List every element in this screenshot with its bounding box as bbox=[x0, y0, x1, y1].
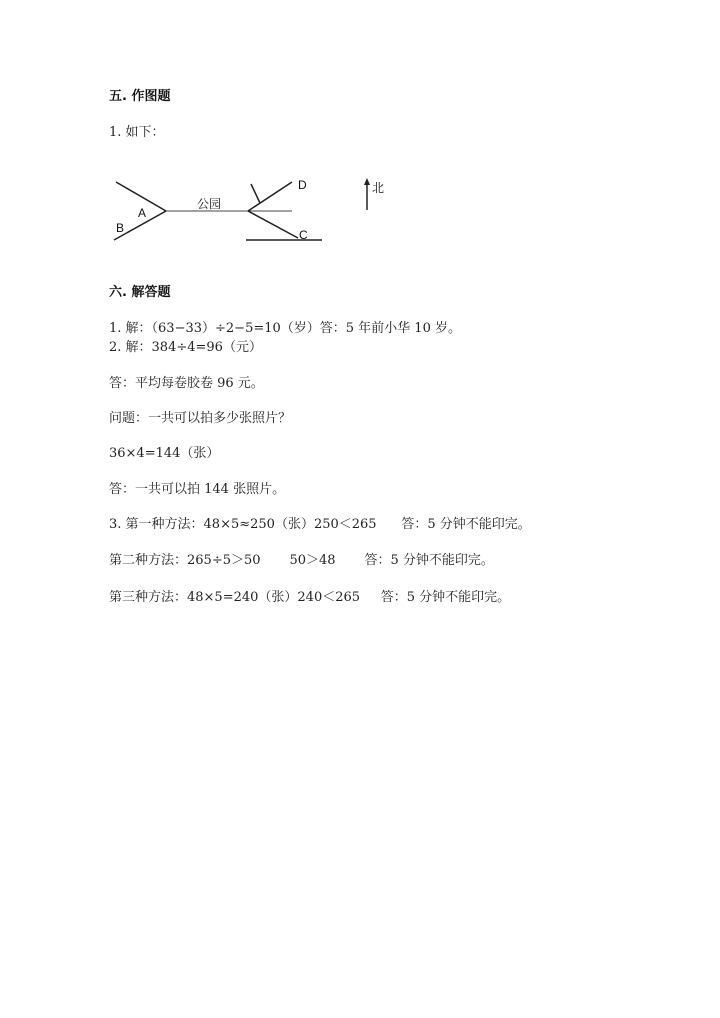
answer-6-line-2: 2. 解：384÷4=96（元） bbox=[109, 340, 262, 355]
section-6-title: 六. 解答题 bbox=[109, 285, 171, 300]
section-5-title: 五. 作图题 bbox=[109, 89, 171, 104]
ray-d-branch bbox=[251, 184, 260, 203]
answer-6-line-6: 答：一共可以拍 144 张照片。 bbox=[109, 482, 286, 497]
label-park: 公园 bbox=[197, 197, 222, 211]
answer-6-line-8: 第二种方法：265÷5＞50 50＞48 答：5 分钟不能印完。 bbox=[109, 553, 494, 568]
ray-d bbox=[248, 182, 292, 211]
north-arrow-icon bbox=[364, 178, 370, 185]
label-north: 北 bbox=[372, 181, 385, 195]
answer-6-line-4: 问题：一共可以拍多少张照片？ bbox=[109, 411, 292, 426]
label-a: A bbox=[138, 206, 147, 220]
answer-6-line-7: 3. 第一种方法：48×5≈250（张）250＜265 答：5 分钟不能印完。 bbox=[109, 517, 531, 532]
answer-5-1: 1. 如下： bbox=[109, 125, 165, 140]
label-c: C bbox=[299, 228, 308, 242]
ray-c bbox=[248, 211, 298, 238]
answer-6-line-5: 36×4=144（张） bbox=[109, 446, 220, 461]
answer-6-line-1: 1. 解：（63−33）÷2−5=10（岁）答：5 年前小华 10 岁。 bbox=[109, 321, 461, 336]
label-b: B bbox=[116, 221, 125, 235]
drawing-svg bbox=[108, 168, 398, 246]
drawing-figure bbox=[108, 168, 398, 246]
answer-6-line-3: 答：平均每卷胶卷 96 元。 bbox=[109, 376, 264, 391]
label-d: D bbox=[298, 178, 307, 192]
answer-6-line-9: 第三种方法：48×5=240（张）240＜265 答：5 分钟不能印完。 bbox=[109, 590, 511, 605]
